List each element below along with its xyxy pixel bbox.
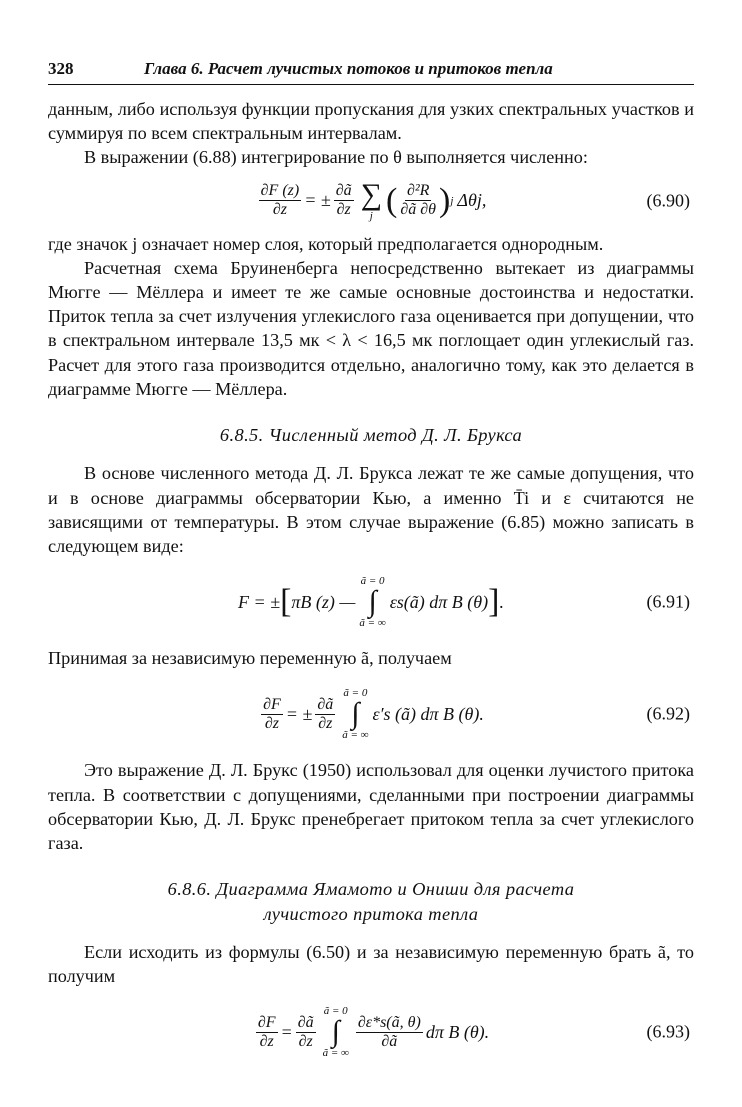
fraction: $\frac{\partial F (z)}{\partial z}$: [260, 182, 300, 219]
equation-number: (6.92): [646, 703, 690, 724]
sum-operator: ∑ j: [360, 177, 383, 222]
integral-operator: ã = 0 ∫ ã = ∞: [322, 1005, 349, 1060]
paragraph: Принимая за независимую переменную ã, получаем: [48, 648, 452, 669]
fraction: $\frac{\partial F}{\partial z}$: [257, 1013, 276, 1050]
paragraph: где значок j означает номер слоя, который предполагается однородным.: [48, 233, 604, 254]
page-number: 328: [48, 59, 74, 78]
equation-6-92: $\frac{\partial F}{\partial z}$ = ± $\frac{\partial ã}{\partial z}$ ã = 0 ∫ ã = ∞ ε′s (ã) dπ B (θ). (6.92): [263, 687, 690, 742]
paragraph: В основе численного метода Д. Л. Брукса лежат те же самые допущения, что и в основе диаграммы обсерватории Кью, а именно T̄i и ε считаются не зависящими от температуры. В этом случае выражение (6.85) можно записать в следующем виде:: [48, 463, 694, 557]
book-page: [48, 56, 694, 1076]
integral-operator: ã = 0 ∫ ã = ∞: [342, 687, 369, 742]
fraction: $\frac{\partial ã}{\partial z}$: [335, 182, 352, 219]
paragraph: данным, либо используя функции пропускания для узких спектральных участков и суммируя по всем спектральным интервалам.: [48, 99, 694, 144]
equation-number: (6.90): [646, 190, 690, 211]
paragraph: В выражении (6.88) интегрирование по θ выполняется численно:: [84, 147, 588, 168]
integral-operator: ã = 0 ∫ ã = ∞: [359, 575, 386, 630]
fraction: $\frac{\partial\varepsilon*s(ã, \theta)}{\partial ã}$: [357, 1013, 421, 1050]
equation-number: (6.91): [646, 591, 690, 612]
equation-6-93: $\frac{\partial F}{\partial z}$ = $\frac{\partial ã}{\partial z}$ ã = 0 ∫ ã = ∞ $\frac{\partial\varepsilon*s(ã, \theta)}{\partial ã}$ dπ B (θ). (6.93): [257, 1005, 690, 1060]
equation-6-91: F = ± [ πB (z) — ã = 0 ∫ ã = ∞ εs(ã) dπ B (θ) ] . (6.91): [238, 575, 690, 630]
fraction: $\frac{\partial ã}{\partial z}$: [297, 1013, 314, 1050]
paragraph: Это выражение Д. Л. Брукс (1950) использовал для оценки лучистого притока тепла. В соответствии с допущениями, сделанными при построении диаграммы обсерватории Кью, Д. Л. Брукс пренебрегает притоком тепла за счет углекислого газа.: [48, 760, 694, 854]
section-heading: 6.8.5. Численный метод Д. Л. Брукса: [219, 425, 523, 446]
paragraph: Расчетная схема Бруиненберга непосредственно вытекает из диаграммы Мюгге — Мёллера и имеет те же самые основные достоинства и недостатки. Приток тепла за счет излучения углекислого газа оценивается при допущении, что в спектральном интервале 13,5 мк < λ < 16,5 мк поглощает один углекислый газ. Расчет для этого газа производится отдельно, аналогично тому, как это делается в диаграмме Мюгге — Мёллера.: [48, 257, 694, 399]
paragraph: Если исходить из формулы (6.50) и за независимую переменную брать ã, то получим: [48, 942, 694, 987]
fraction: $\frac{\partial F}{\partial z}$: [263, 695, 281, 732]
running-title: Глава 6. Расчет лучистых потоков и притоков тепла: [144, 59, 553, 78]
section-heading: 6.8.6. Диаграмма Ямамото и Ониши для расчета лучистого притока тепла: [167, 879, 575, 924]
equation-number: (6.93): [646, 1021, 690, 1042]
fraction: $\frac{\text{∂²R}}{\partial ã \partial\theta}$: [400, 182, 437, 219]
equation-6-90: $\frac{\partial F (z)}{\partial z}$ = ± $\frac{\partial ã}{\partial z}$ ∑ j ( $\frac{\text{∂²R}}{\partial ã \partial\theta}$ ) j Δθj, (6.90): [260, 177, 690, 222]
fraction: $\frac{\partial ã}{\partial z}$: [317, 695, 334, 732]
running-header: [48, 56, 694, 85]
